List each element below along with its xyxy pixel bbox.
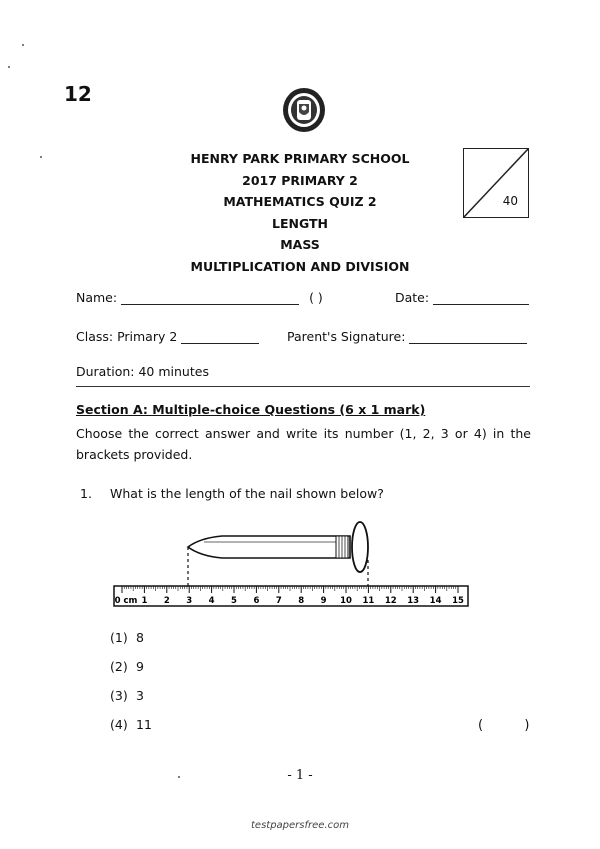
ruler-label: 10 [340,596,352,606]
score-box [463,148,529,218]
ruler-label: 12 [384,596,397,606]
ruler-label: 5 [231,596,237,606]
question-text: What is the length of the nail shown below? [110,486,384,501]
ruler-label: 8 [298,596,305,606]
scan-speck [8,66,10,68]
ruler-label: 2 [163,596,170,606]
watermark: testpapersfree.com [251,820,349,831]
page-number: 12 [64,82,92,106]
page-footer: - 1 - [287,768,313,783]
ruler-label: 7 [275,596,282,606]
ruler-label: 0 cm [114,596,138,606]
ruler-label: 6 [253,596,260,606]
parent-signature-row [287,329,527,344]
ruler-label: 13 [407,596,420,606]
section-a-instructions: Choose the correct answer and write its number (1, 2, 3 or 4) in the brackets provided. [76,426,531,462]
question-number: 1. [80,486,92,501]
parent-signature-label: Parent's Signature: [287,329,406,344]
score-total: 40 [502,194,518,208]
name-field-row [76,290,323,305]
ruler-label: 14 [429,596,442,606]
quiz-header [150,148,450,277]
score-diagonal [464,149,528,217]
scan-speck [40,156,42,158]
duration-text: Duration: 40 minutes [76,364,209,379]
ruler-label: 15 [452,596,464,606]
ruler-label: 11 [362,596,375,606]
option-1: (1) 8 [110,630,144,645]
answer-bracket[interactable]: ( ) [478,718,530,733]
register-number-brackets[interactable]: ( ) [309,290,323,305]
section-a-title: Section A: Multiple-choice Questions (6 x 1 mark) [76,402,426,417]
option-3: (3) 3 [110,688,144,703]
quiz-title: MATHEMATICS QUIZ 2 [223,194,377,209]
date-blank[interactable] [433,290,529,305]
name-label: Name: [76,290,118,305]
scan-speck [178,776,180,778]
ruler-label: 4 [208,596,215,606]
divider-line [76,386,530,387]
nail-illustration [188,522,368,572]
ruler-label: 1 [141,596,148,606]
option-4: (4) 11 [110,717,152,732]
class-field-row [76,329,259,344]
scan-speck [22,44,24,46]
school-name: HENRY PARK PRIMARY SCHOOL [190,151,410,166]
option-2: (2) 9 [110,659,144,674]
topic-mass: MASS [280,237,320,252]
class-blank[interactable] [181,329,259,344]
year-level: 2017 PRIMARY 2 [242,172,358,188]
school-crest-logo [281,86,327,134]
topic-multiplication-division: MULTIPLICATION AND DIVISION [190,258,410,274]
date-label: Date: [395,290,430,305]
ruler-label: 9 [320,596,327,606]
ruler-label: 3 [186,596,193,606]
class-label: Class: Primary 2 [76,329,178,344]
name-blank[interactable] [121,290,299,305]
date-field-row [395,290,529,305]
topic-length: LENGTH [272,215,328,231]
nail-ruler-figure [112,520,472,612]
parent-signature-blank[interactable] [409,329,527,344]
